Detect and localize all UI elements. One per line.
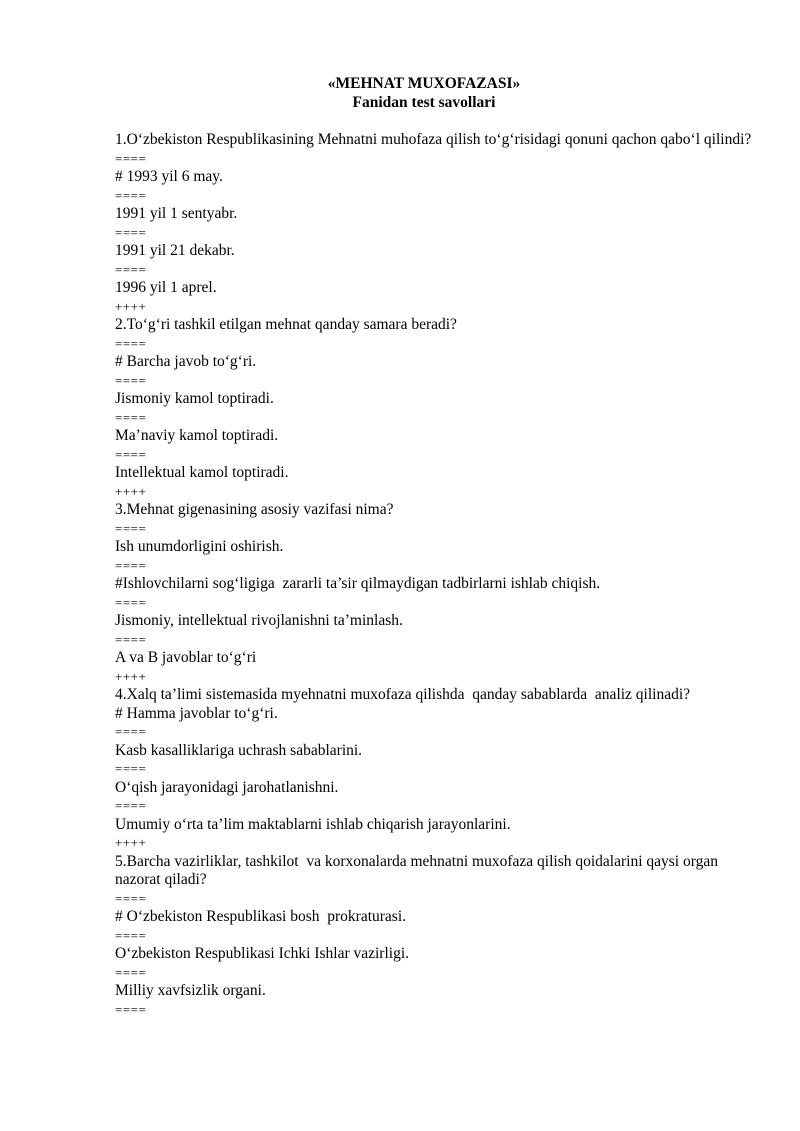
separator-line: ====	[115, 150, 147, 166]
separator-line: ====	[115, 261, 147, 277]
text-line: 1991 yil 1 sentyabr.	[115, 205, 238, 222]
separator-line: ++++	[115, 483, 147, 499]
separator-line: ++++	[115, 668, 147, 684]
separator-line: ====	[115, 372, 147, 388]
separator-line: ====	[115, 224, 147, 240]
document-title: «MEHNAT MUXOFAZASI»	[327, 75, 521, 92]
separator-line: ====	[115, 520, 147, 536]
separator-line: ====	[115, 798, 147, 813]
text-line: O‘zbekiston Respublikasi Ichki Ishlar vazirligi.	[115, 945, 410, 962]
text-line: # O‘zbekiston Respublikasi bosh prokraturasi.	[115, 908, 407, 925]
text-line: Jismoniy kamol toptiradi.	[115, 390, 274, 407]
text-line: # Hamma javoblar to‘g‘ri.	[115, 704, 278, 722]
separator-line: ====	[115, 631, 147, 647]
separator-line: ====	[115, 446, 147, 462]
text-line: 5.Barcha vazirliklar, tashkilot va korxonalarda mehnatni muxofaza qilish qoidalarini qaysi organ nazorat qiladi?	[115, 852, 722, 888]
text-line: A va B javoblar to‘g‘ri	[115, 649, 257, 666]
text-line: Ma’naviy kamol toptiradi.	[115, 427, 279, 444]
text-line: Ish unumdorligini oshirish.	[115, 538, 284, 555]
text-line: # Barcha javob to‘g‘ri.	[115, 353, 257, 370]
separator-line: ++++	[115, 835, 147, 850]
separator-line: ====	[115, 724, 147, 739]
separator-line: ====	[115, 187, 147, 203]
text-line: O‘qish jarayonidagi jarohatlanishni.	[115, 778, 339, 796]
separator-line: ====	[115, 761, 147, 776]
text-line: Milliy xavfsizlik organi.	[115, 982, 266, 999]
separator-line: ====	[115, 964, 147, 980]
question-list	[115, 131, 755, 1019]
separator-line: ====	[115, 335, 147, 351]
text-line: Umumiy o‘rta ta’lim maktablarni ishlab chiqarish jarayonlarini.	[115, 815, 511, 833]
text-line: Kasb kasalliklariga uchrash sabablarini.	[115, 741, 363, 759]
text-line: # 1993 yil 6 may.	[115, 168, 223, 185]
text-line: 1996 yil 1 aprel.	[115, 279, 217, 296]
text-line: 4.Xalq ta’limi sistemasida myehnatni muxofaza qilishda qanday sabablarda analiz qilinadi?	[115, 686, 691, 703]
separator-line: ++++	[115, 298, 147, 314]
separator-line: ====	[115, 927, 147, 943]
text-line: 1.O‘zbekiston Respublikasining Mehnatni muhofaza qilish to‘g‘risidagi qonuni qachon qabo‘l qilindi?	[115, 131, 752, 148]
document-header	[0, 74, 800, 112]
separator-line: ====	[115, 1001, 147, 1017]
text-line: 2.To‘g‘ri tashkil etilgan mehnat qanday samara beradi?	[115, 316, 457, 333]
text-line: 3.Mehnat gigenasining asosiy vazifasi nima?	[115, 501, 394, 518]
text-line: Jismoniy, intellektual rivojlanishni ta’minlash.	[115, 612, 403, 629]
separator-line: ====	[115, 557, 147, 573]
separator-line: ====	[115, 594, 147, 610]
separator-line: ====	[115, 890, 147, 906]
document-subtitle: Fanidan test savollari	[352, 94, 496, 111]
text-line: Intellektual kamol toptiradi.	[115, 464, 289, 481]
text-line: #Ishlovchilarni sog‘ligiga zararli ta’sir qilmaydigan tadbirlarni ishlab chiqish.	[115, 575, 601, 592]
text-line: 1991 yil 21 dekabr.	[115, 242, 235, 259]
separator-line: ====	[115, 409, 147, 425]
